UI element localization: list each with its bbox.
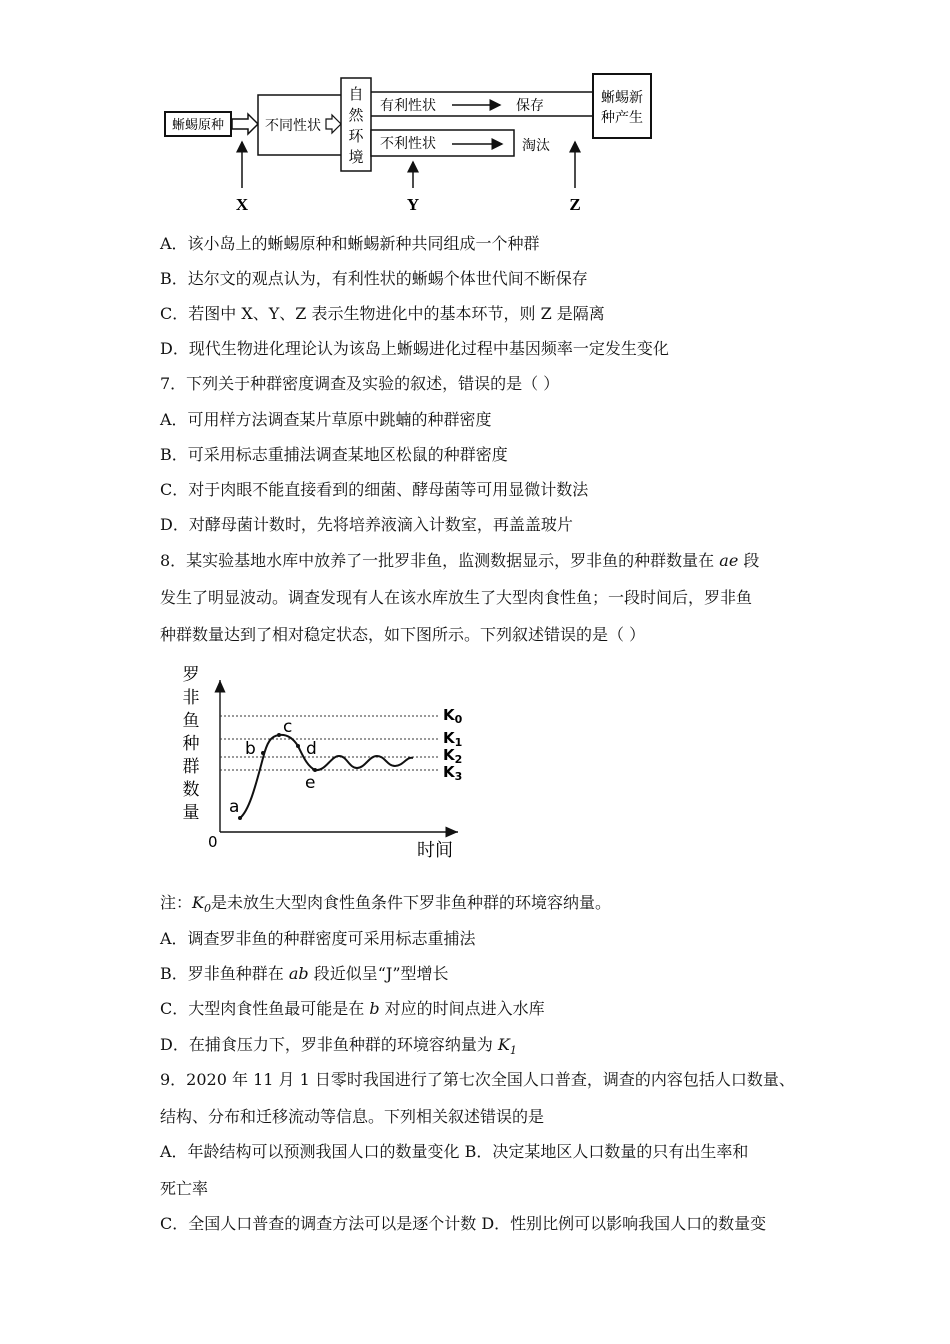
q9-options-line2: 死亡率: [160, 1179, 209, 1198]
label-e: e: [305, 773, 316, 793]
q6-option-a: A．该小岛上的蜥蜴原种和蜥蜴新种共同组成一个种群: [160, 234, 540, 253]
original-species-label: 蜥蜴原种: [171, 118, 225, 133]
label-b: b: [245, 739, 256, 759]
label-x: X: [235, 195, 249, 214]
x-axis-label: 时间: [417, 840, 453, 861]
k2-label: $K_2$: [443, 746, 463, 766]
q8-note: 注：$K_0$是未放生大型肉食性鱼条件下罗非鱼种群的环境容纳量。: [160, 893, 611, 916]
different-traits-label: 不同性状: [265, 118, 321, 134]
y-axis-label-char: 种: [182, 734, 200, 754]
svg-text:自然环境: 自然环境: [348, 85, 364, 166]
y-axis-label-char: 数: [182, 780, 200, 800]
q6-option-c: C．若图中 X、Y、Z 表示生物进化中的基本环节，则 Z 是隔离: [160, 304, 605, 323]
q8-option-c: C．大型肉食性鱼最可能是在 b 对应的时间点进入水库: [160, 999, 545, 1018]
q7-option-c: C．对于肉眼不能直接看到的细菌、酵母菌等可用显微计数法: [160, 480, 589, 499]
q8-option-a: A．调查罗非鱼的种群密度可采用标志重捕法: [160, 929, 476, 948]
point-e: [313, 768, 317, 772]
population-curve-chart: [175, 660, 475, 865]
y-axis-label-char: 罗: [182, 665, 200, 685]
q7-stem: 7．下列关于种群密度调查及实验的叙述，错误的是（ ）: [160, 374, 560, 393]
q9-stem-line2: 结构、分布和迁移流动等信息。下列相关叙述错误的是: [160, 1107, 545, 1126]
q9-options-line1: A．年龄结构可以预测我国人口的数量变化 B．决定某地区人口数量的只有出生率和: [160, 1142, 749, 1161]
speciation-flow-diagram: [160, 70, 660, 220]
eliminated-label: 淘汰: [522, 138, 550, 154]
label-d: d: [306, 739, 317, 759]
q9-options-line3: C．全国人口普查的调查方法可以是逐个计数 D．性别比例可以影响我国人口的数量变: [160, 1214, 767, 1233]
y-axis-label-char: 鱼: [182, 711, 200, 731]
y-axis-label-char: 群: [182, 757, 200, 777]
q6-option-d: D．现代生物进化理论认为该岛上蜥蜴进化过程中基因频率一定发生变化: [160, 339, 669, 358]
y-axis-label: [183, 665, 200, 823]
q6-option-b: B．达尔文的观点认为，有利性状的蜥蜴个体世代间不断保存: [160, 269, 588, 288]
favorable-traits-label: 有利性状: [380, 98, 436, 114]
unfavorable-traits-label: 不利性状: [380, 136, 436, 152]
q7-option-d: D．对酵母菌计数时，先将培养液滴入计数室，再盖盖玻片: [160, 515, 573, 534]
k3-label: $K_3$: [443, 763, 463, 783]
y-axis-label-char: 量: [182, 803, 200, 823]
y-axis-label-char: 非: [182, 688, 200, 708]
q7-option-b: B．可采用标志重捕法调查某地区松鼠的种群密度: [160, 445, 508, 464]
svg-text:蜥蜴新: 蜥蜴新: [601, 90, 643, 106]
point-c: [277, 733, 281, 737]
q8-option-d: D．在捕食压力下，罗非鱼种群的环境容纳量为 $K_1$: [160, 1035, 517, 1058]
q8-stem-line2: 发生了明显波动。调查发现有人在该水库放生了大型肉食性鱼；一段时间后，罗非鱼: [160, 588, 753, 607]
svg-text:种产生: 种产生: [601, 110, 643, 126]
label-y: Y: [406, 195, 420, 214]
new-species-box: [593, 74, 651, 138]
k0-label: $K_0$: [443, 706, 463, 726]
hollow-arrow: [232, 114, 258, 134]
population-curve: [240, 735, 413, 818]
q8-stem-line3: 种群数量达到了相对稳定状态，如下图所示。下列叙述错误的是（ ）: [160, 625, 646, 644]
label-z: Z: [569, 195, 581, 214]
q8-stem-line1: 8．某实验基地水库中放养了一批罗非鱼，监测数据显示，罗非鱼的种群数量在 ae 段: [160, 551, 760, 570]
preserved-label: 保存: [516, 98, 544, 114]
k1-label: $K_1$: [443, 729, 463, 749]
label-a: a: [229, 797, 240, 817]
q7-option-a: A．可用样方法调查某片草原中跳蝻的种群密度: [160, 410, 492, 429]
q9-stem-line1: 9．2020 年 11 月 1 日零时我国进行了第七次全国人口普查，调查的内容包括人口数量、: [160, 1070, 795, 1089]
point-b: [261, 751, 265, 755]
origin-label: 0: [208, 833, 218, 851]
label-c: c: [283, 717, 293, 737]
point-d: [296, 744, 300, 748]
q8-option-b: B．罗非鱼种群在 ab 段近似呈“J”型增长: [160, 964, 449, 983]
